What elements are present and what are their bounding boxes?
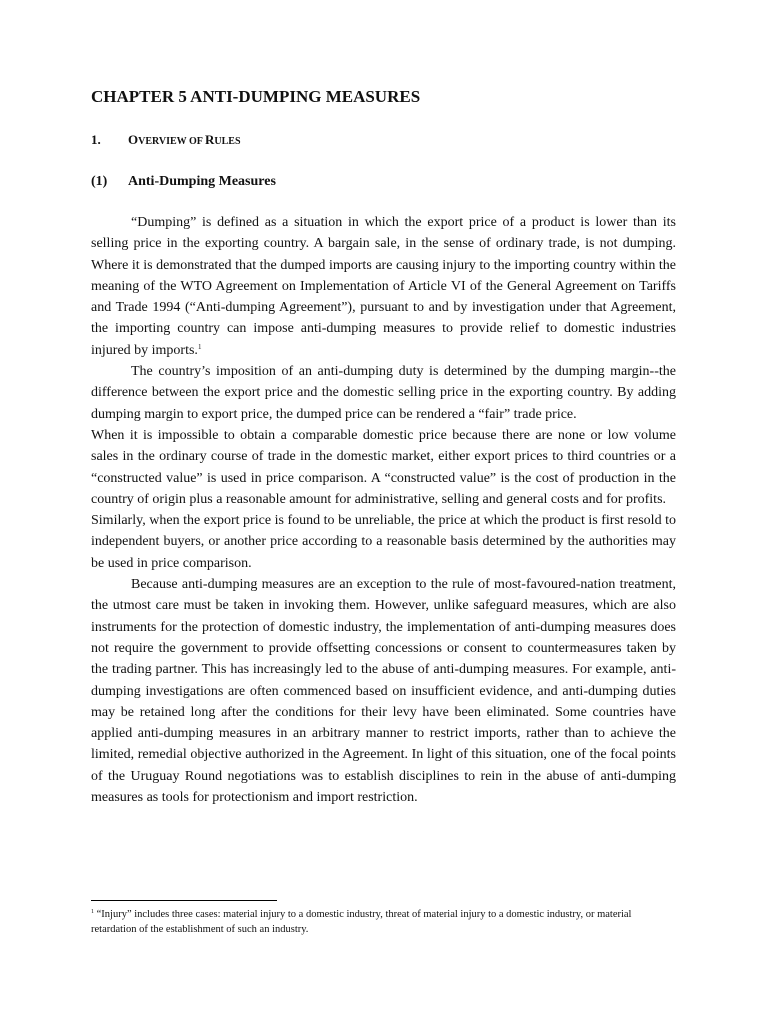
footnote-marker: 1: [91, 909, 94, 915]
subsection-number: (1): [91, 174, 108, 189]
section-heading: [91, 131, 691, 151]
body-text: [91, 212, 676, 808]
paragraph-abuse-of-measures: Because anti-dumping measures are an exception to the rule of most-favoured-nation treatment, the utmost care must be taken in invoking them. However, unlike safeguard measures, which are also instruments for the protection of domestic industry, the implementation of anti-dumping measures does not require the government to provide offsetting concessions or consent to countermeasures taken by the trading partner. This has increasingly led to the abuse of anti-dumping measures. For example, anti-dumping investigations are often commenced based on insufficient evidence, and anti-dumping duties may be retained long after the conditions for their levy have been eliminated. Some countries have applied anti-dumping measures in an arbitrary manner to restrict imports, rather than to achieve the limited, remedial objective authorized in the Agreement. In light of this situation, one of the focal points of the Uruguay Round negotiations was to establish disciplines to rein in the abuse of anti-dumping measures as tools for protectionism and import restriction.: [91, 577, 676, 806]
footnote: [91, 908, 676, 937]
section-title-initial-2: R: [205, 132, 215, 147]
section-title-smallcaps-1: VERVIEW OF: [138, 136, 206, 147]
paragraph-dumping-definition: “Dumping” is defined as a situation in which the export price of a product is lower than its selling price in the exporting country. A bargain sale, in the sense of ordinary trade, is not dumping. Where it is demonstrated that the dumped imports are causing injury to the importing country within the meaning of the WTO Agreement on Implementation of Article VI of the General Agreement on Tariffs and Trade 1994 (“Anti-dumping Agreement”), pursuant to and by investigation under that Agreement, the importing country can impose anti-dumping measures to provide relief to domestic industries injured by imports.$^1$: [91, 215, 676, 358]
footnote-divider: [91, 900, 277, 901]
chapter-title: CHAPTER 5 ANTI-DUMPING MEASURES: [91, 87, 421, 106]
section-title-smallcaps-2: ULES: [214, 136, 241, 147]
subsection-title: Anti-Dumping Measures: [128, 174, 276, 189]
section-number: 1.: [91, 132, 101, 147]
footnote-text: “Injury” includes three cases: material injury to a domestic industry, threat of material injury to a domestic industry, or material retardation of the establishment of such an industry.: [91, 909, 632, 935]
paragraph-dumping-margin: The country’s imposition of an anti-dumping duty is determined by the dumping margin--the difference between the export price and the domestic selling price in the exporting country. By adding dumping margin to export price, the dumped price can be rendered a “fair” trade price.: [91, 364, 676, 422]
paragraph-constructed-value: When it is impossible to obtain a comparable domestic price because there are none or low volume sales in the ordinary course of trade in the domestic market, either export prices to third countries or a “constructed value” is used in price comparison. A “constructed value” is the cost of production in the country of origin plus a reasonable amount for administrative, selling and general costs and for profits.: [91, 427, 676, 507]
paragraph-export-price-unreliable: Similarly, when the export price is found to be unreliable, the price at which the product is first resold to independent buyers, or another price according to a reasonable basis determined by the authorities may be used in price comparison.: [91, 513, 676, 571]
section-title-initial-1: O: [128, 132, 139, 147]
footnote-reference[interactable]: 1: [197, 342, 202, 351]
subsection-heading: [91, 173, 691, 191]
